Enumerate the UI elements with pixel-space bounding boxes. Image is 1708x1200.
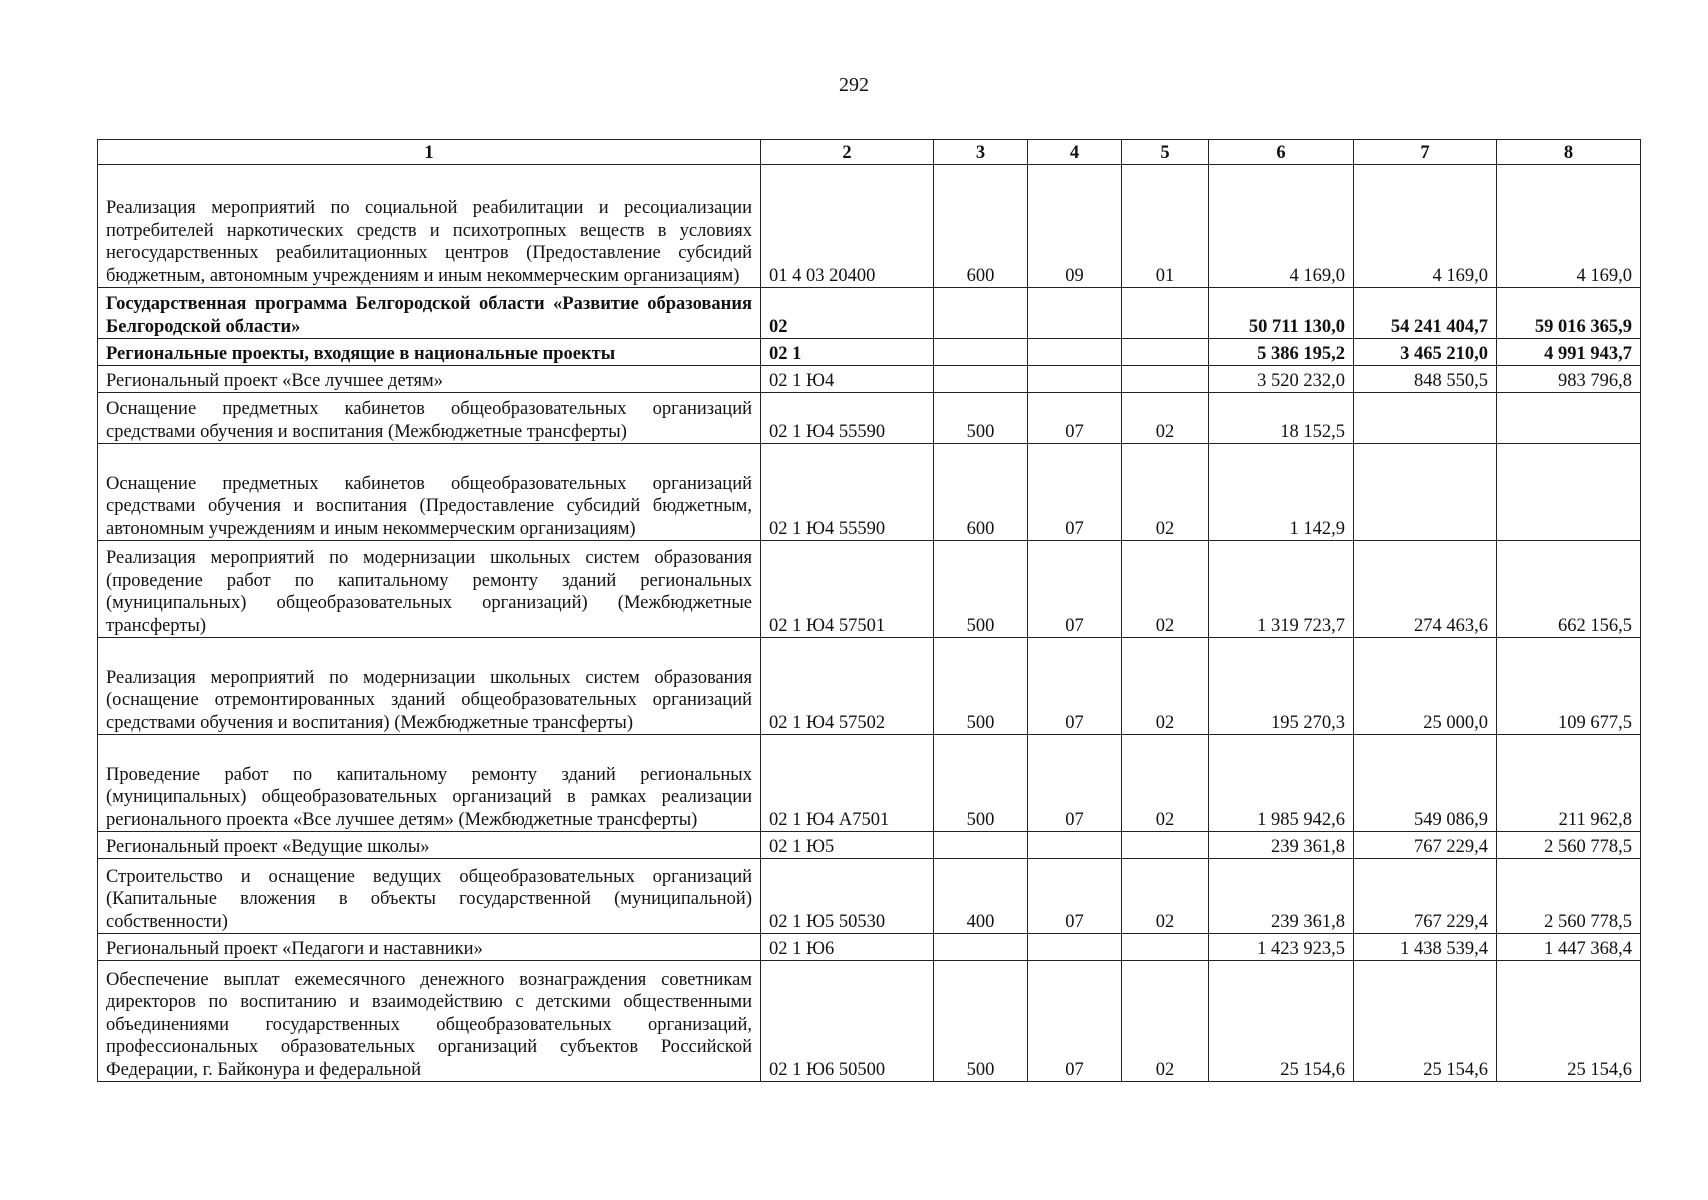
row-section: 07 (1028, 444, 1122, 541)
table-row (98, 288, 1641, 339)
row-amount-8: 4 169,0 (1497, 165, 1641, 288)
row-amount-8: 983 796,8 (1497, 366, 1641, 393)
row-amount-6: 50 711 130,0 (1209, 288, 1354, 339)
row-type: 600 (934, 165, 1028, 288)
row-subsection (1122, 934, 1209, 961)
row-section: 07 (1028, 859, 1122, 934)
row-section: 07 (1028, 638, 1122, 735)
row-amount-6: 3 520 232,0 (1209, 366, 1354, 393)
table-row (98, 541, 1641, 638)
table-row (98, 961, 1641, 1082)
row-subsection (1122, 288, 1209, 339)
row-subsection: 02 (1122, 638, 1209, 735)
budget-table (97, 139, 1641, 1082)
row-amount-8: 211 962,8 (1497, 735, 1641, 832)
header-row (98, 140, 1641, 165)
row-section (1028, 288, 1122, 339)
table-row (98, 934, 1641, 961)
table-row (98, 859, 1641, 934)
row-code: 02 (761, 288, 934, 339)
row-type: 500 (934, 541, 1028, 638)
column-header-2: 2 (761, 140, 934, 165)
row-amount-8: 109 677,5 (1497, 638, 1641, 735)
row-section: 07 (1028, 961, 1122, 1082)
row-name: Реализация мероприятий по социальной реабилитации и ресоциализации потребителей наркотических средств и психотропных веществ в условиях негосударственных реабилитационных центров (Предоставление субсидий бюджетным, автономным учреждениям и иным некоммерческим организациям) (98, 165, 761, 288)
row-subsection (1122, 366, 1209, 393)
row-subsection: 02 (1122, 393, 1209, 444)
row-code: 02 1 Ю5 (761, 832, 934, 859)
row-code: 02 1 Ю4 57502 (761, 638, 934, 735)
row-amount-8 (1497, 393, 1641, 444)
row-name: Региональный проект «Все лучшее детям» (98, 366, 761, 393)
row-amount-6: 239 361,8 (1209, 832, 1354, 859)
column-header-4: 4 (1028, 140, 1122, 165)
column-header-5: 5 (1122, 140, 1209, 165)
row-section (1028, 339, 1122, 366)
row-name: Оснащение предметных кабинетов общеобразовательных организаций средствами обучения и воспитания (Предоставление субсидий бюджетным, автономным учреждениям и иным некоммерческим организациям) (98, 444, 761, 541)
row-code: 02 1 (761, 339, 934, 366)
row-code: 01 4 03 20400 (761, 165, 934, 288)
row-name: Строительство и оснащение ведущих общеобразовательных организаций (Капитальные вложения в объекты государственной (муниципальной) собственности) (98, 859, 761, 934)
row-amount-6: 1 319 723,7 (1209, 541, 1354, 638)
row-name: Оснащение предметных кабинетов общеобразовательных организаций средствами обучения и воспитания (Межбюджетные трансферты) (98, 393, 761, 444)
row-section (1028, 832, 1122, 859)
row-type: 500 (934, 393, 1028, 444)
row-subsection: 02 (1122, 961, 1209, 1082)
row-amount-8 (1497, 444, 1641, 541)
row-name: Реализация мероприятий по модернизации школьных систем образования (проведение работ по капитальному ремонту зданий региональных (муниципальных) общеобразовательных организаций) (Межбюджетные трансферты) (98, 541, 761, 638)
row-code: 02 1 Ю6 (761, 934, 934, 961)
row-name: Региональный проект «Педагоги и наставники» (98, 934, 761, 961)
row-subsection (1122, 339, 1209, 366)
row-amount-7: 25 000,0 (1354, 638, 1497, 735)
table-row (98, 393, 1641, 444)
row-type: 400 (934, 859, 1028, 934)
row-amount-7: 848 550,5 (1354, 366, 1497, 393)
row-code: 02 1 Ю6 50500 (761, 961, 934, 1082)
row-name: Государственная программа Белгородской области «Развитие образования Белгородской области» (98, 288, 761, 339)
row-subsection: 02 (1122, 444, 1209, 541)
row-amount-6: 239 361,8 (1209, 859, 1354, 934)
row-section (1028, 934, 1122, 961)
row-amount-7 (1354, 393, 1497, 444)
row-amount-6: 1 985 942,6 (1209, 735, 1354, 832)
row-name: Реализация мероприятий по модернизации школьных систем образования (оснащение отремонтированных зданий общеобразовательных организаций средствами обучения и воспитания) (Межбюджетные трансферты) (98, 638, 761, 735)
row-amount-8: 25 154,6 (1497, 961, 1641, 1082)
column-header-8: 8 (1497, 140, 1641, 165)
row-amount-7: 549 086,9 (1354, 735, 1497, 832)
row-subsection (1122, 832, 1209, 859)
column-header-6: 6 (1209, 140, 1354, 165)
column-header-3: 3 (934, 140, 1028, 165)
row-subsection: 02 (1122, 541, 1209, 638)
row-code: 02 1 Ю4 55590 (761, 444, 934, 541)
table-row (98, 339, 1641, 366)
table-row (98, 444, 1641, 541)
row-amount-6: 4 169,0 (1209, 165, 1354, 288)
row-type: 500 (934, 961, 1028, 1082)
row-amount-7: 1 438 539,4 (1354, 934, 1497, 961)
row-amount-7: 3 465 210,0 (1354, 339, 1497, 366)
row-type (934, 339, 1028, 366)
row-type: 600 (934, 444, 1028, 541)
row-section: 09 (1028, 165, 1122, 288)
row-name: Обеспечение выплат ежемесячного денежного вознаграждения советникам директоров по воспитанию и взаимодействию с детскими общественными объединениями государственных общеобразовательных организаций, профессиональных образовательных организаций субъектов Российской Федерации, г. Байконура и федеральной (98, 961, 761, 1082)
row-type (934, 366, 1028, 393)
row-type (934, 832, 1028, 859)
row-section: 07 (1028, 541, 1122, 638)
row-name: Региональные проекты, входящие в национальные проекты (98, 339, 761, 366)
column-header-7: 7 (1354, 140, 1497, 165)
row-amount-8: 2 560 778,5 (1497, 859, 1641, 934)
row-code: 02 1 Ю4 55590 (761, 393, 934, 444)
row-subsection: 01 (1122, 165, 1209, 288)
row-amount-6: 25 154,6 (1209, 961, 1354, 1082)
row-amount-8: 2 560 778,5 (1497, 832, 1641, 859)
row-subsection: 02 (1122, 859, 1209, 934)
row-type (934, 288, 1028, 339)
row-name: Региональный проект «Ведущие школы» (98, 832, 761, 859)
column-header-1: 1 (98, 140, 761, 165)
table-row (98, 735, 1641, 832)
row-section: 07 (1028, 393, 1122, 444)
row-amount-6: 5 386 195,2 (1209, 339, 1354, 366)
row-code: 02 1 Ю5 50530 (761, 859, 934, 934)
table-row (98, 366, 1641, 393)
row-amount-8: 1 447 368,4 (1497, 934, 1641, 961)
row-amount-7: 54 241 404,7 (1354, 288, 1497, 339)
row-amount-6: 1 423 923,5 (1209, 934, 1354, 961)
row-amount-7: 25 154,6 (1354, 961, 1497, 1082)
table-row (98, 165, 1641, 288)
row-amount-6: 1 142,9 (1209, 444, 1354, 541)
row-section: 07 (1028, 735, 1122, 832)
row-section (1028, 366, 1122, 393)
row-code: 02 1 Ю4 (761, 366, 934, 393)
row-type (934, 934, 1028, 961)
row-amount-7: 767 229,4 (1354, 832, 1497, 859)
row-amount-8: 4 991 943,7 (1497, 339, 1641, 366)
page-number: 292 (839, 74, 869, 96)
row-amount-8: 59 016 365,9 (1497, 288, 1641, 339)
row-type: 500 (934, 638, 1028, 735)
row-code: 02 1 Ю4 А7501 (761, 735, 934, 832)
row-amount-7 (1354, 444, 1497, 541)
row-amount-7: 4 169,0 (1354, 165, 1497, 288)
row-type: 500 (934, 735, 1028, 832)
row-name: Проведение работ по капитальному ремонту зданий региональных (муниципальных) общеобразовательных организаций в рамках реализации регионального проекта «Все лучшее детям» (Межбюджетные трансферты) (98, 735, 761, 832)
row-amount-7: 274 463,6 (1354, 541, 1497, 638)
table-row (98, 832, 1641, 859)
table-row (98, 638, 1641, 735)
row-amount-7: 767 229,4 (1354, 859, 1497, 934)
row-amount-6: 18 152,5 (1209, 393, 1354, 444)
row-amount-6: 195 270,3 (1209, 638, 1354, 735)
row-subsection: 02 (1122, 735, 1209, 832)
row-code: 02 1 Ю4 57501 (761, 541, 934, 638)
row-amount-8: 662 156,5 (1497, 541, 1641, 638)
